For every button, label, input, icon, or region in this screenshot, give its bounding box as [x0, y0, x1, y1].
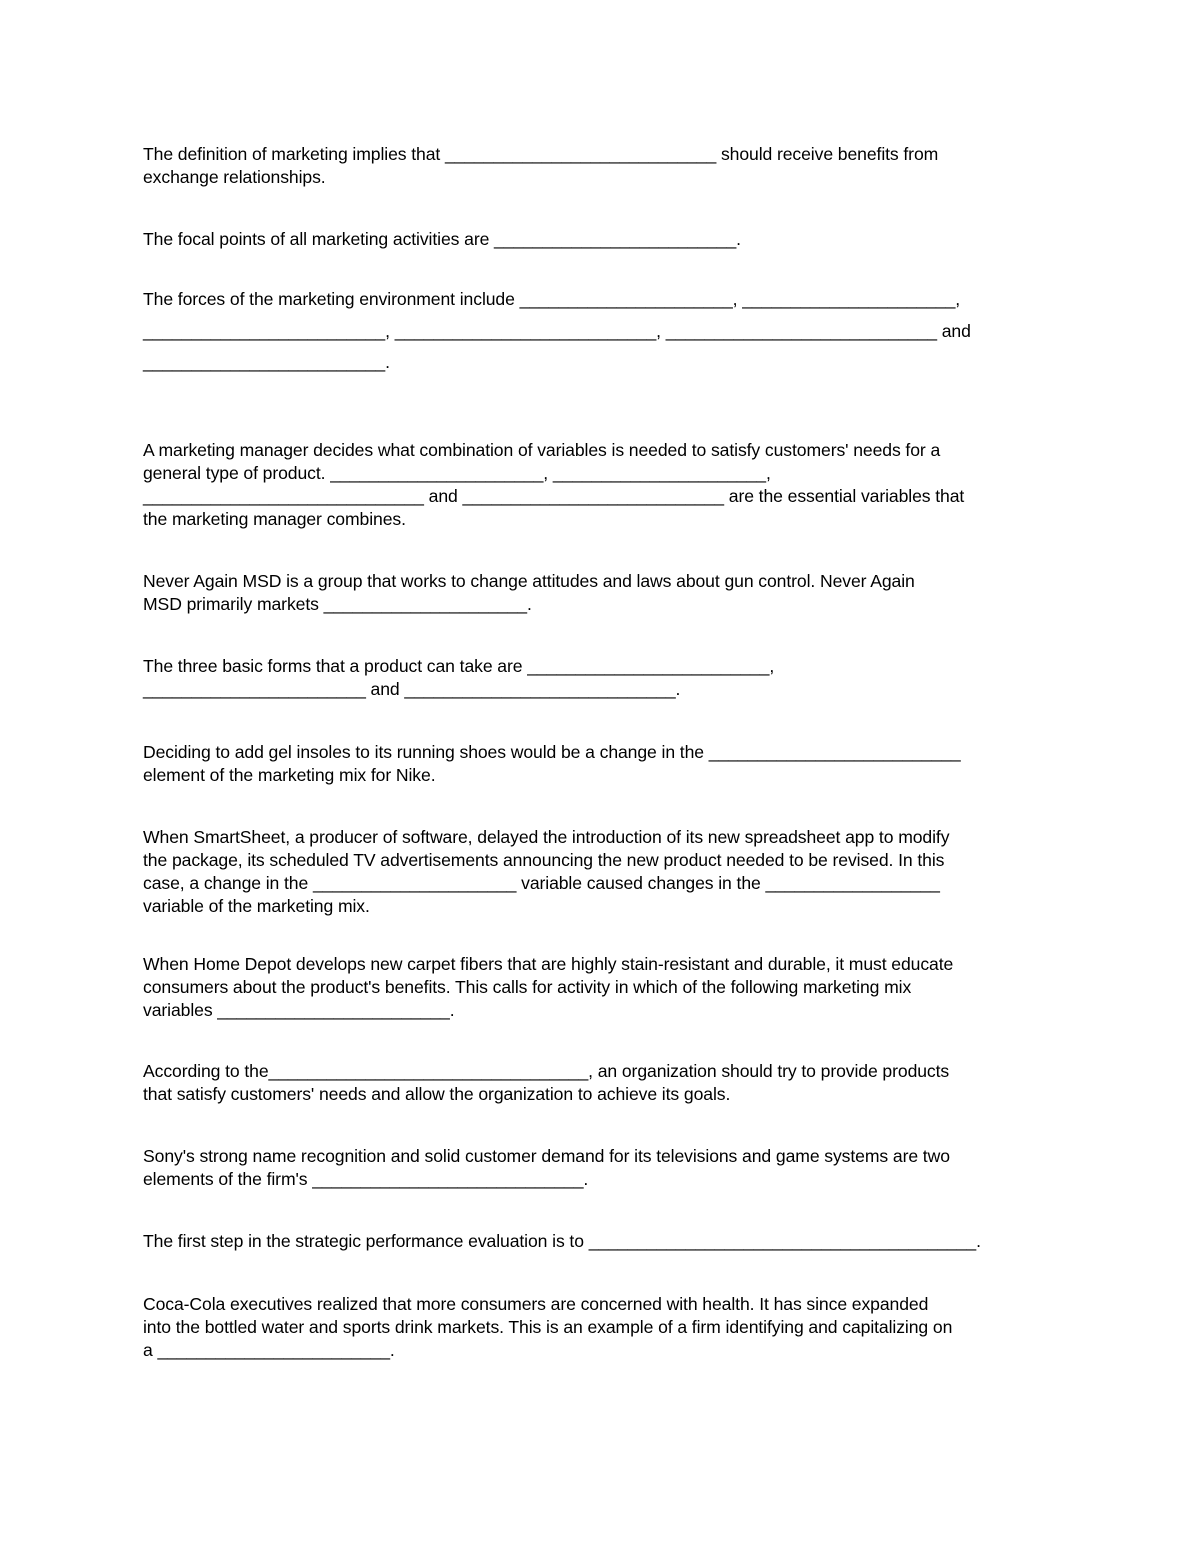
- question-9: When Home Depot develops new carpet fibers that are highly stain-resistant and durable, it must educate consumers about the product's benefits. This calls for activity in which of the following marketing mix variables ________________________.: [143, 954, 954, 1020]
- question-1: The definition of marketing implies that ____________________________ should receive benefits from exchange relationships.: [143, 144, 939, 187]
- question-7: Deciding to add gel insoles to its running shoes would be a change in the __________________________ element of the marketing mix for Nike.: [143, 742, 961, 785]
- question-6: The three basic forms that a product can take are _________________________, _______________________ and ____________________________.: [143, 656, 775, 699]
- question-10: According to the_________________________________, an organization should try to provide products that satisfy customers' needs and allow the organization to achieve its goals.: [143, 1061, 950, 1104]
- question-3: The forces of the marketing environment include ______________________, ______________________, _________________________, ___________________________, ____________________________ and _________________________.: [143, 289, 971, 372]
- question-5: Never Again MSD is a group that works to change attitudes and laws about gun control. Never Again MSD primarily markets _____________________.: [143, 571, 915, 614]
- question-4: A marketing manager decides what combination of variables is needed to satisfy customers' needs for a general type of product. ______________________, ______________________, _____________________________ and ___________________________ are the essential variables that the marketing manager combines.: [143, 440, 965, 529]
- question-13: Coca-Cola executives realized that more consumers are concerned with health. It has since expanded into the bottled water and sports drink markets. This is an example of a firm identifying and capitalizing on a ________________________.: [143, 1294, 953, 1360]
- question-2: The focal points of all marketing activities are _________________________.: [143, 229, 741, 249]
- question-8: When SmartSheet, a producer of software, delayed the introduction of its new spreadsheet app to modify the package, its scheduled TV advertisements announcing the new product needed to be revised. In this case, a change in the _____________________ variable caused changes in the __________________ variable of the marketing mix.: [143, 827, 950, 916]
- question-11: Sony's strong name recognition and solid customer demand for its televisions and game systems are two elements of the firm's ____________________________.: [143, 1146, 950, 1189]
- question-12: The first step in the strategic performance evaluation is to ________________________________________.: [143, 1231, 981, 1251]
